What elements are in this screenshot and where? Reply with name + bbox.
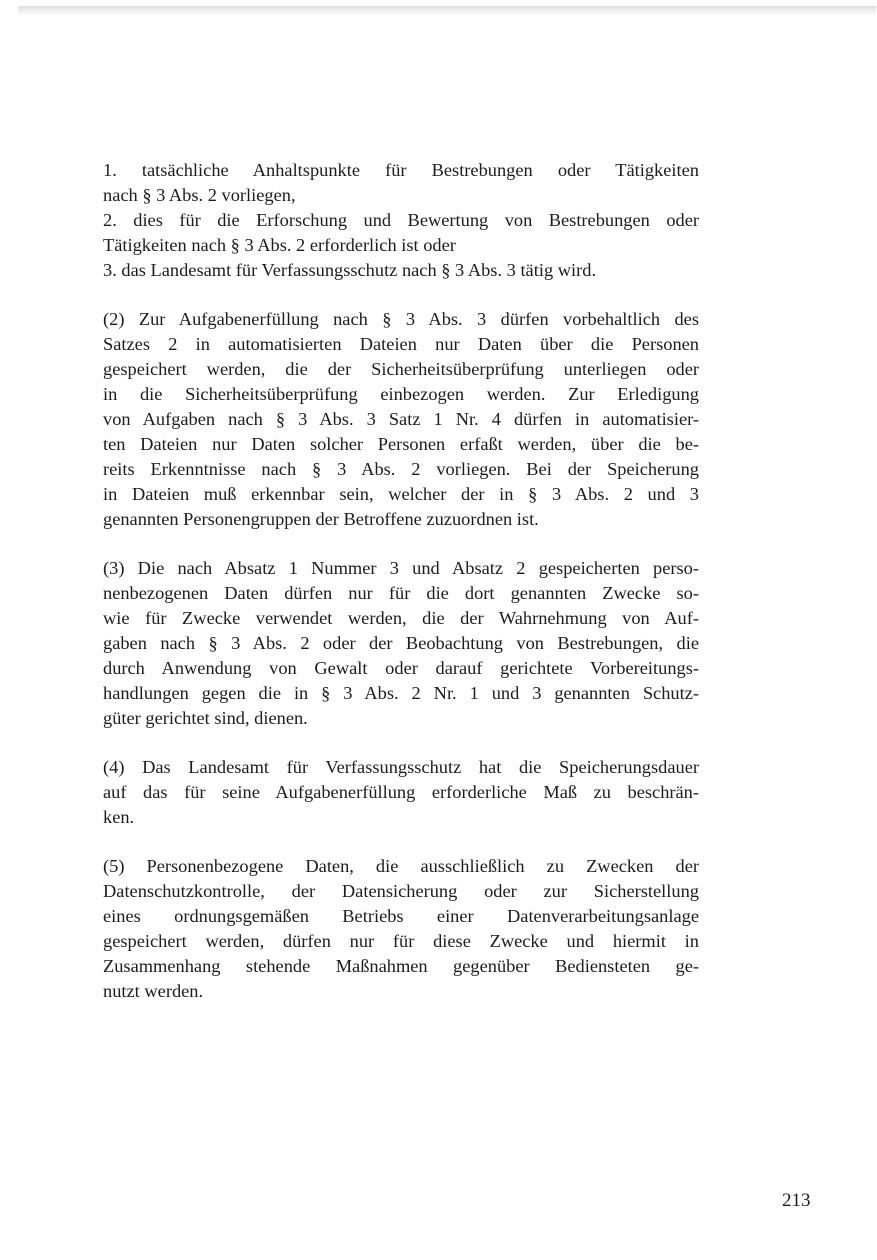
list-item-3: [103, 258, 699, 283]
text-line: nach § 3 Abs. 2 vorliegen,: [103, 185, 296, 205]
list-item-1: [103, 158, 699, 208]
text-line: wie für Zwecke verwendet werden, die der Wahrnehmung von Auf-: [103, 608, 699, 628]
text-line: Zusammenhang stehende Maßnahmen gegenüber Bediensteten ge-: [103, 956, 699, 976]
text-line: Satzes 2 in automatisierten Dateien nur Daten über die Personen: [103, 334, 699, 354]
text-line: Tätigkeiten nach § 3 Abs. 2 erforderlich ist oder: [103, 235, 456, 255]
text-line: nenbezogenen Daten dürfen nur für die dort genannten Zwecke so-: [103, 583, 699, 603]
text-line: genannten Personengruppen der Betroffene zuzuordnen ist.: [103, 509, 539, 529]
text-line: (5) Personenbezogene Daten, die ausschließlich zu Zwecken der: [103, 856, 699, 876]
text-line: 2. dies für die Erforschung und Bewertung von Bestrebungen oder: [103, 210, 699, 230]
text-line: in die Sicherheitsüberprüfung einbezogen werden. Zur Erledigung: [103, 384, 699, 404]
text-line: gespeichert werden, die der Sicherheitsüberprüfung unterliegen oder: [103, 359, 699, 379]
text-line: ken.: [103, 807, 135, 827]
paragraph-4: [103, 755, 699, 830]
text-line: durch Anwendung von Gewalt oder darauf gerichtete Vorbereitungs-: [103, 658, 699, 678]
text-line: nutzt werden.: [103, 981, 204, 1001]
text-line: gaben nach § 3 Abs. 2 oder der Beobachtung von Bestrebungen, die: [103, 633, 699, 653]
text-line: 1. tatsächliche Anhaltspunkte für Bestrebungen oder Tätigkeiten: [103, 160, 699, 180]
text-line: 3. das Landesamt für Verfassungsschutz nach § 3 Abs. 3 tätig wird.: [103, 260, 597, 280]
text-line: von Aufgaben nach § 3 Abs. 3 Satz 1 Nr. 4 dürfen in automatisier-: [103, 409, 699, 429]
text-line: (3) Die nach Absatz 1 Nummer 3 und Absatz 2 gespeicherten perso-: [103, 558, 699, 578]
text-line: güter gerichtet sind, dienen.: [103, 708, 308, 728]
paragraph-2: [103, 307, 699, 532]
text-line: (4) Das Landesamt für Verfassungsschutz hat die Speicherungsdauer: [103, 757, 699, 777]
text-line: auf das für seine Aufgabenerfüllung erforderliche Maß zu beschrän-: [103, 782, 699, 802]
paragraph-3: [103, 556, 699, 731]
paragraph-5: [103, 854, 699, 1004]
text-line: handlungen gegen die in § 3 Abs. 2 Nr. 1 und 3 genannten Schutz-: [103, 683, 699, 703]
text-line: Datenschutzkontrolle, der Datensicherung oder zur Sicherstellung: [103, 881, 699, 901]
text-line: eines ordnungsgemäßen Betriebs einer Datenverarbeitungsanlage: [103, 906, 699, 926]
list-item-2: [103, 208, 699, 258]
page-number: 213: [782, 1190, 811, 1211]
numbered-list: [103, 158, 699, 283]
text-line: (2) Zur Aufgabenerfüllung nach § 3 Abs. 3 dürfen vorbehaltlich des: [103, 309, 699, 329]
page-body: [103, 158, 699, 1004]
text-line: ten Dateien nur Daten solcher Personen erfaßt werden, über die be-: [103, 434, 699, 454]
text-line: in Dateien muß erkennbar sein, welcher der in § 3 Abs. 2 und 3: [103, 484, 699, 504]
scan-edge-shadow: [18, 6, 876, 16]
text-line: gespeichert werden, dürfen nur für diese Zwecke und hiermit in: [103, 931, 699, 951]
text-line: reits Erkenntnisse nach § 3 Abs. 2 vorliegen. Bei der Speicherung: [103, 459, 699, 479]
